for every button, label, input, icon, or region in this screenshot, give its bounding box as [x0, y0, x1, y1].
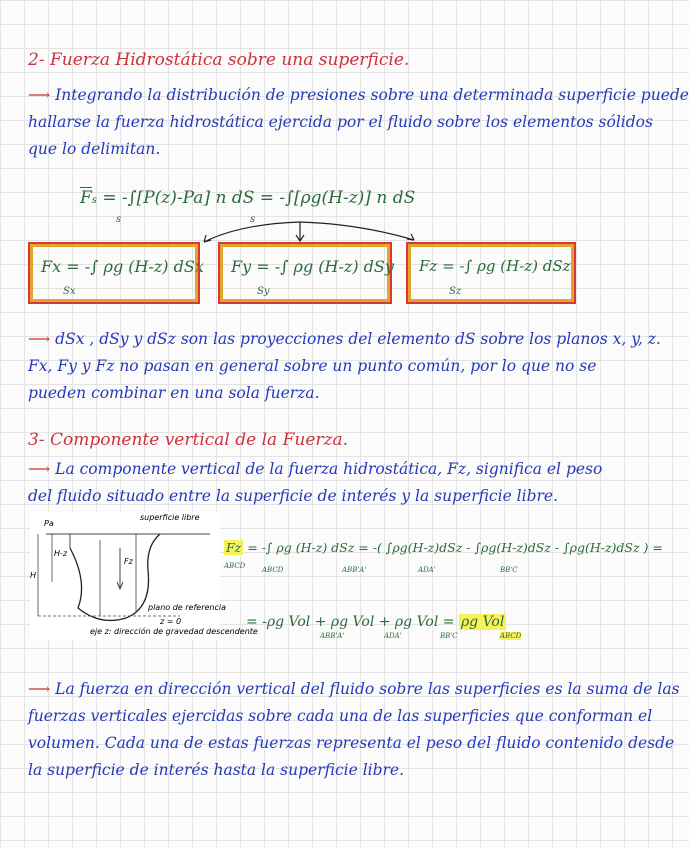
eq2-result-sub: ABCD: [500, 632, 522, 640]
fz-lhs: Fz: [226, 540, 242, 555]
eq1-sub-a: ABCD: [262, 566, 284, 574]
eq2-sub-a: ABB'A': [320, 632, 345, 640]
fig-caption: eje z: dirección de gravedad descendente: [90, 627, 258, 636]
main-eq-int-sub2: s: [250, 214, 256, 225]
fz-decomposition-equation: [224, 540, 663, 555]
fz-volume-equation: [246, 614, 506, 630]
main-eq-rest: = -∫[P(z)-Pa] n dS = -∫[ρg(H-z)] n dS: [102, 188, 416, 208]
fx-equation-box: [30, 244, 204, 302]
section-3-title: 3- Componente vertical de la Fuerza.: [28, 430, 349, 450]
sec2-line2: hallarse la fuerza hidrostática ejercida por el fluido sobre los elementos sólidos: [28, 113, 653, 131]
arrow-bullet-icon: ⟶: [28, 680, 56, 698]
fz-sub: Sz: [449, 286, 462, 297]
main-eq-int-sub1: s: [116, 214, 122, 225]
eq1-sub-c: ADA': [418, 566, 436, 574]
sec3-para4: la superficie de interés hasta la superficie libre.: [28, 761, 405, 779]
main-eq-sub-s: s: [91, 195, 97, 206]
sec3-line2: del fluido situado entre la superficie de interés y la superficie libre.: [28, 487, 559, 505]
fy-sub: Sy: [257, 286, 270, 297]
fig-plano-ref: plano de referencia: [148, 603, 227, 612]
sec3-para2: fuerzas verticales ejercidas sobre cada una de las superficies que conforman el: [28, 707, 653, 725]
sec2-note3: pueden combinar en una sola fuerza.: [28, 384, 320, 402]
section-3-intro: [28, 456, 603, 510]
fx-equation: Fx = -∫ ρg (H-z) dSx: [41, 257, 204, 276]
fy-equation: Fy = -∫ ρg (H-z) dSy: [231, 257, 394, 276]
sec3-para1: La fuerza en dirección vertical del fluido sobre las superficies es la suma de las: [55, 680, 680, 698]
section-2-notes: [28, 326, 661, 407]
main-eq-F: $\overline{F}$: [80, 188, 92, 208]
arrow-bullet-icon: ⟶: [28, 86, 56, 104]
sec2-line3: que lo delimitan.: [28, 140, 161, 158]
fig-Fz: Fz: [124, 557, 133, 566]
arrow-bullet-icon: ⟶: [28, 330, 56, 348]
section-2-title: 2- Fuerza Hidrostática sobre una superficie.: [28, 50, 410, 70]
eq2-sub-b: ADA': [384, 632, 402, 640]
arrow-bullet-icon: ⟶: [28, 460, 56, 478]
fz-equation: Fz = -∫ ρg (H-z) dSz: [419, 257, 571, 275]
section-3-paragraph: [28, 676, 680, 784]
fy-equation-box: [220, 244, 394, 302]
eq2-main: = -ρg Vol + ρg Vol + ρg Vol =: [246, 614, 455, 630]
sec3-line1: La componente vertical de la fuerza hidrostática, Fz, significa el peso: [55, 460, 603, 478]
section-2-paragraph: [28, 82, 689, 163]
sec2-note1: dSx , dSy y dSz son las proyecciones del elemento dS sobre los planos x, y, z.: [55, 330, 661, 348]
fig-pa: Pa: [44, 519, 54, 528]
fig-Hz: H-z: [54, 549, 68, 558]
sec2-note2: Fx, Fy y Fz no pasan en general sobre un punto común, por lo que no se: [28, 357, 597, 375]
fig-superficie-libre: superficie libre: [140, 513, 200, 522]
eq1-sub-b: ABB'A': [342, 566, 367, 574]
sec3-para3: volumen. Cada una de estas fuerzas representa el peso del fluido contenido desde: [28, 734, 675, 752]
fz-equation-box: [408, 244, 574, 302]
eq2-sub-c: BB'C: [440, 632, 458, 640]
fig-H: H: [30, 571, 37, 580]
fz-rhs: = -∫ ρg (H-z) dSz = -( ∫ρg(H-z)dSz - ∫ρg(H-z)dSz - ∫ρg(H-z)dSz ) =: [247, 540, 663, 555]
sec2-line1: Integrando la distribución de presiones sobre una determinada superficie puede: [55, 86, 689, 104]
fig-z0: z = 0: [160, 617, 182, 626]
main-force-equation: [80, 188, 415, 208]
eq1-sub-d: BB'C: [500, 566, 518, 574]
fx-sub: Sx: [63, 286, 76, 297]
eq2-result: ρg Vol: [460, 614, 505, 630]
fz-lhs-sub: ABCD: [224, 562, 246, 570]
